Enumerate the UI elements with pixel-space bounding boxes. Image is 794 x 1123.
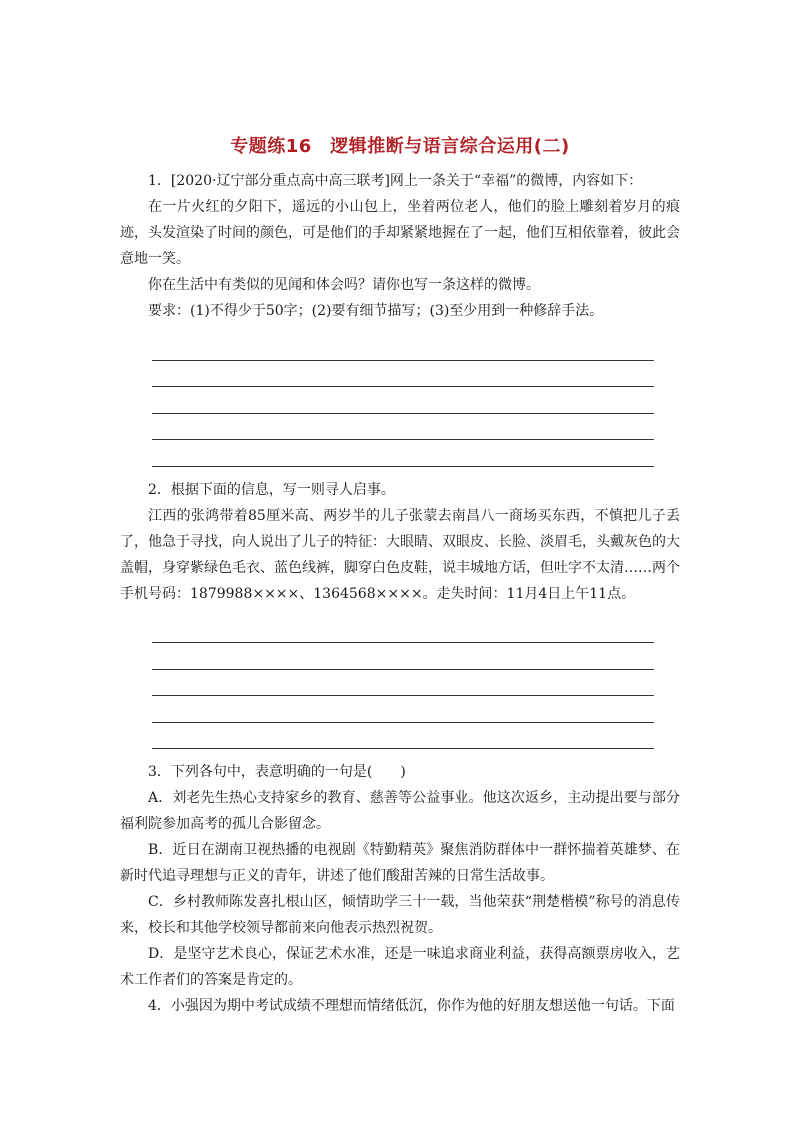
answer-lines-2[interactable] [152,617,654,750]
answer-line[interactable] [152,643,654,670]
answer-line[interactable] [152,387,654,414]
question-3-option-a: A．刘老先生热心支持家乡的教育、慈善等公益事业。他这次返乡，主动提出要与部分福利院参加高考的孤儿合影留念。 [120,790,680,832]
answer-line[interactable] [152,617,654,644]
question-1-stem: 1．[2020·辽宁部分重点高中高三联考]网上一条关于“幸福”的微博，内容如下： [148,173,643,189]
answer-line[interactable] [152,414,654,441]
page-title: 专题练16 逻辑推断与语言综合运用(二) [230,136,570,157]
answer-line[interactable] [152,696,654,723]
question-3-option-c: C．乡村教师陈发喜扎根山区，倾情助学三十一载，当他荣获“荆楚楷模”称号的消息传来，校长和其他学校领导都前来向他表示热烈祝贺。 [120,894,680,936]
question-3-option-b: B．近日在湖南卫视热播的电视剧《特勤精英》聚焦消防群体中一群怀揣着英雄梦、在新时代追寻理想与正义的青年，讲述了他们酸甜苦辣的日常生活故事。 [120,842,680,884]
question-3-stem: 3．下列各句中，表意明确的一句是( ) [148,764,406,780]
question-1-requirements: 要求：(1)不得少于50字；(2)要有细节描写；(3)至少用到一种修辞手法。 [148,303,604,319]
question-1-quote: 在一片火红的夕阳下，遥远的小山包上，坐着两位老人，他们的脸上雕刻着岁月的痕迹，头发渲染了时间的颜色，可是他们的手却紧紧地握在了一起，他们互相依靠着，彼此会意地一笑。 [120,199,680,267]
question-1-ask: 你在生活中有类似的见闻和体会吗？请你也写一条这样的微博。 [148,277,540,293]
answer-line[interactable] [152,670,654,697]
answer-line[interactable] [152,361,654,388]
answer-lines-1[interactable] [152,334,654,467]
answer-line[interactable] [152,440,654,467]
question-3-option-d: D．是坚守艺术良心，保证艺术水准，还是一味追求商业利益，获得高额票房收入，艺术工作者们的答案是肯定的。 [120,946,680,988]
worksheet-page [120,132,680,1019]
question-2-stem: 2．根据下面的信息，写一则寻人启事。 [148,481,395,498]
question-2-info: 江西的张鸿带着85厘米高、两岁半的儿子张蒙去南昌八一商场买东西，不慎把儿子丢了，他急于寻找，向人说出了儿子的特征：大眼睛、双眼皮、长脸、淡眉毛，头戴灰色的大盖帽，身穿紫绿色毛衣、蓝色线裤，脚穿白色皮鞋，说丰城地方话，但吐字不太清……两个手机号码：1879988××××、1364568××××。走失时间：11月4日上午11点。 [120,507,680,602]
answer-line[interactable] [152,334,654,361]
answer-line[interactable] [152,723,654,750]
question-4-stem: 4．小强因为期中考试成绩不理想而情绪低沉，你作为他的好朋友想送他一句话。下面 [148,998,675,1014]
